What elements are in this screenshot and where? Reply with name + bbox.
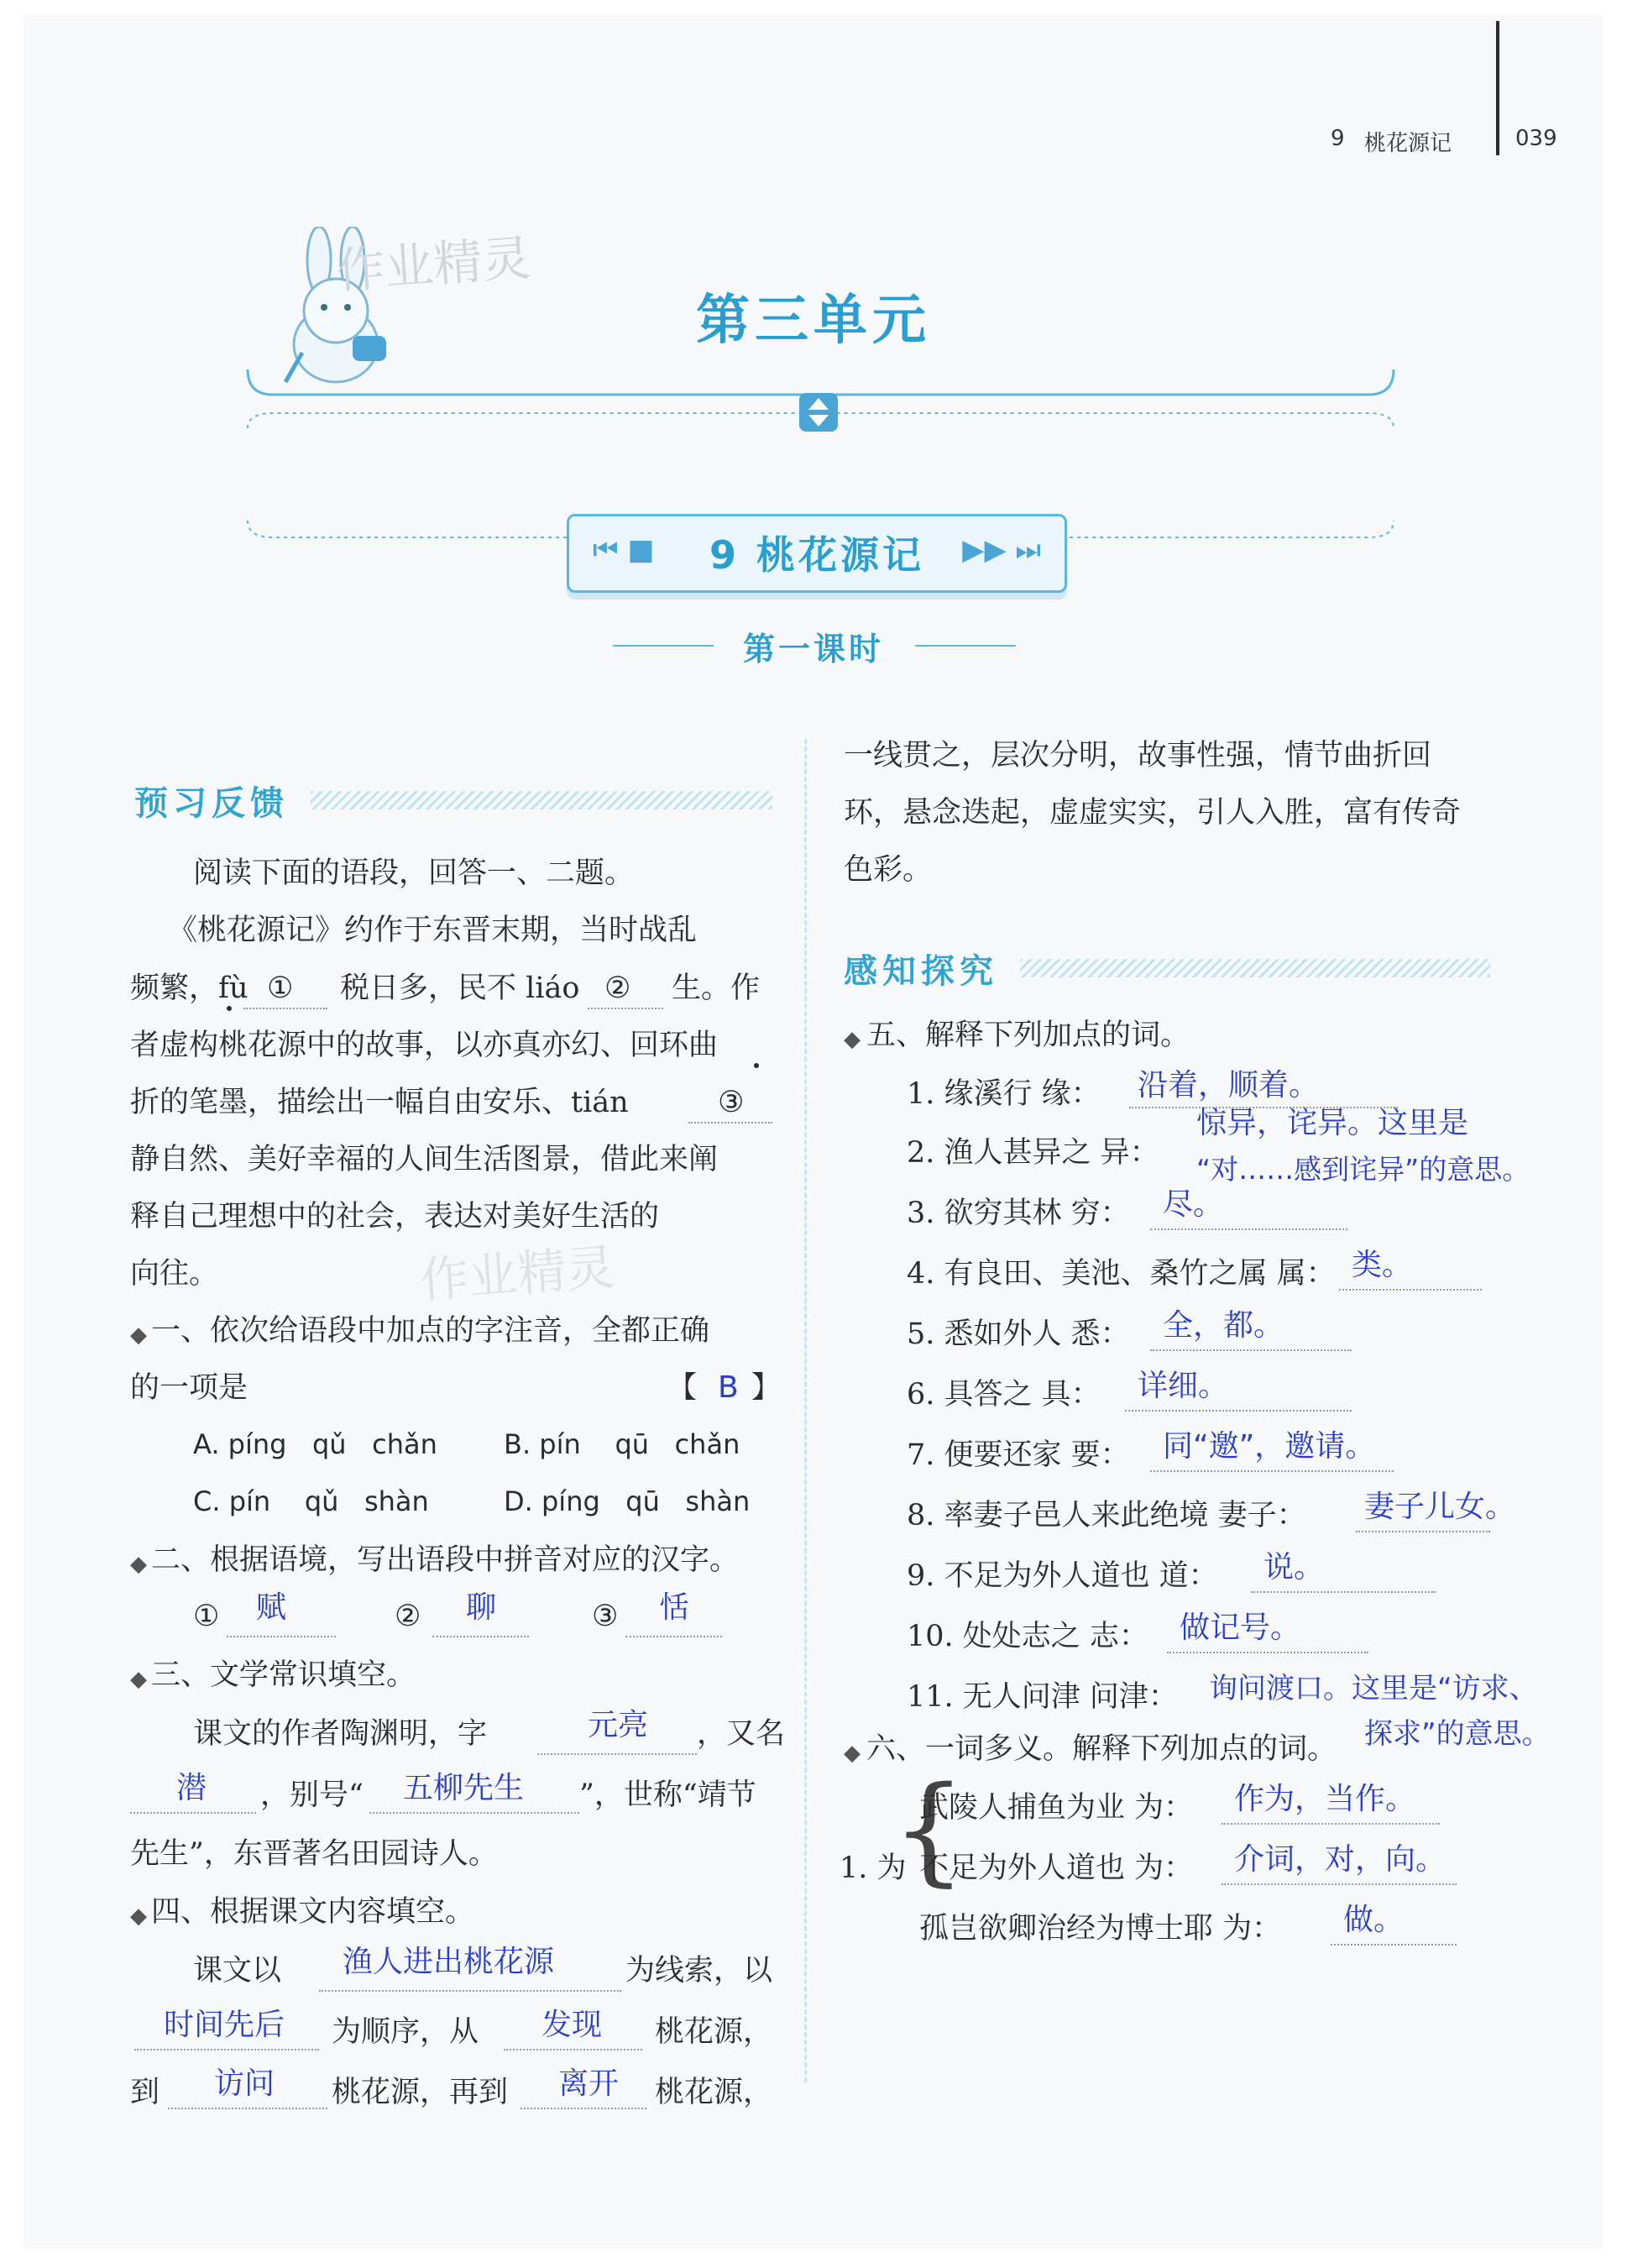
diamond-bullet-icon: ◆ bbox=[130, 1323, 147, 1348]
column-divider bbox=[804, 739, 807, 2082]
q2-answer-2-line bbox=[432, 1636, 529, 1637]
continued-line-2: 环，悬念迭起，虚虚实实，引人入胜，富有传奇 bbox=[844, 796, 1462, 830]
q3-answer-alt-name: 潜 bbox=[176, 1771, 207, 1805]
skip-back-icon: ⏮ ■ bbox=[593, 533, 655, 567]
emphasis-dot bbox=[754, 1063, 759, 1068]
q3-answer-pen-name: 五柳先生 bbox=[403, 1771, 525, 1805]
q5-answer-7: 同“邀”，邀请。 bbox=[1163, 1429, 1376, 1464]
section-explore-title: 感知探究 bbox=[844, 952, 998, 991]
diamond-bullet-icon: ◆ bbox=[130, 1552, 147, 1577]
q5-answer-9: 说。 bbox=[1263, 1550, 1325, 1584]
q3-line3: 先生”，东晋著名田园诗人。 bbox=[130, 1837, 498, 1871]
q4-line2a: 为顺序，从 bbox=[332, 2015, 479, 2049]
q6-stem: 六、一词多义。解释下列加点的词。 bbox=[866, 1732, 1337, 1766]
q4-line1a: 课文以 bbox=[193, 1954, 282, 1988]
q5-answer-8: 妻子儿女。 bbox=[1364, 1490, 1516, 1524]
q5-item-3: 3. 欲穷其林 穷： bbox=[907, 1197, 1130, 1230]
q5-item-2: 2. 渔人甚异之 异： bbox=[907, 1136, 1159, 1170]
para-line-1: 《桃花源记》约作于东晋末期，当时战乱 bbox=[168, 914, 698, 947]
q1-option-b: B. pín qū chǎn bbox=[504, 1428, 740, 1460]
diamond-bullet-icon: ◆ bbox=[844, 1741, 861, 1766]
lesson-banner bbox=[567, 514, 1067, 593]
q6-answer-3-line bbox=[1331, 1944, 1457, 1946]
q6-answer-1: 作为，当作。 bbox=[1234, 1782, 1416, 1816]
q5-answer-4-line bbox=[1339, 1289, 1482, 1291]
q5-item-1: 1. 缘溪行 缘： bbox=[907, 1077, 1101, 1111]
diamond-bullet-icon: ◆ bbox=[130, 1904, 147, 1929]
q3-line1b: ，又名 bbox=[697, 1717, 786, 1751]
section-preview-stripe bbox=[311, 791, 772, 809]
q2-number-2: ② bbox=[395, 1600, 421, 1633]
q3-answer-1-line bbox=[537, 1753, 697, 1755]
para-line-4: 折的笔墨，描绘出一幅自由安乐、tián bbox=[130, 1086, 629, 1119]
section-preview-title: 预习反馈 bbox=[134, 784, 289, 823]
intro-text: 阅读下面的语段，回答一、二题。 bbox=[193, 856, 635, 890]
q6-item-2: 不足为外人道也 为： bbox=[919, 1852, 1194, 1885]
q4-answer-order: 时间先后 bbox=[164, 2008, 285, 2042]
q4-answer-discover: 发现 bbox=[541, 2008, 603, 2042]
q1-option-d: D. píng qū shàn bbox=[504, 1485, 751, 1517]
q6-label: 1. 为 bbox=[840, 1852, 907, 1885]
q5-answer-3: 尽。 bbox=[1163, 1187, 1224, 1222]
q4-line2b: 桃花源， bbox=[655, 2015, 773, 2049]
q6-item-1: 武陵人捕鱼为业 为： bbox=[919, 1791, 1194, 1825]
q4-line1b: 为线索，以 bbox=[625, 1954, 773, 1988]
q6-brace: { bbox=[892, 1762, 967, 1899]
lesson-title: 9 桃花源记 bbox=[709, 532, 925, 578]
para-line-5: 静自然、美好幸福的人间生活图景，借此来阐 bbox=[130, 1143, 719, 1176]
q1-stem: 一、依次给语段中加点的字注音，全都正确 bbox=[151, 1314, 710, 1348]
q5-answer-6-line bbox=[1125, 1410, 1352, 1412]
q4-answer-1-line bbox=[319, 1990, 621, 1992]
q2-number-3: ③ bbox=[592, 1600, 619, 1633]
blank-1-line bbox=[243, 1008, 327, 1009]
q2-answer-2: 聊 bbox=[466, 1590, 497, 1625]
watermark-middle: 作业精灵 bbox=[418, 1238, 617, 1309]
header-lesson-no: 9 bbox=[1331, 126, 1345, 151]
header-lesson-name: 桃花源记 bbox=[1364, 131, 1452, 156]
q5-answer-6: 详细。 bbox=[1138, 1369, 1229, 1403]
blank-2-number: ② bbox=[604, 972, 631, 1005]
q6-answer-3: 做。 bbox=[1343, 1903, 1405, 1937]
unit-title: 第三单元 bbox=[696, 290, 931, 352]
q1-option-a: A. píng qǔ chǎn bbox=[193, 1428, 437, 1460]
blank-1-number: ① bbox=[267, 972, 294, 1005]
q4-answer-3-line bbox=[504, 2049, 642, 2051]
q5-answer-8-line bbox=[1356, 1531, 1490, 1532]
q5-item-4: 4. 有良田、美池、桑竹之属 属： bbox=[907, 1257, 1336, 1291]
q5-answer-9-line bbox=[1251, 1591, 1436, 1593]
q5-answer-5: 全，都。 bbox=[1163, 1308, 1284, 1343]
skip-forward-icon: ▶▶ ⏭ bbox=[962, 533, 1041, 567]
q4-line3a: 到 bbox=[130, 2076, 160, 2109]
q4-line3b: 桃花源，再到 bbox=[332, 2076, 509, 2109]
q3-line2b: ”，世称“靖节 bbox=[579, 1778, 756, 1812]
lesson-period: 第一课时 bbox=[742, 631, 884, 668]
q5-answer-10-line bbox=[1167, 1652, 1368, 1653]
q2-answer-3: 恬 bbox=[659, 1590, 690, 1625]
q5-answer-3-line bbox=[1150, 1228, 1347, 1230]
continued-line-1: 一线贯之，层次分明，故事性强，情节曲折回 bbox=[844, 739, 1432, 773]
q2-stem: 二、根据语境，写出语段中拼音对应的汉字。 bbox=[151, 1543, 740, 1577]
continued-line-3: 色彩。 bbox=[844, 853, 933, 887]
q4-stem: 四、根据课文内容填空。 bbox=[151, 1895, 475, 1929]
para-line-2b: 税日多，民不 liáo bbox=[340, 972, 580, 1005]
q5-item-10: 10. 处处志之 志： bbox=[907, 1620, 1148, 1653]
blank-3-number: ③ bbox=[718, 1086, 745, 1119]
para-line-2c: 生。作 bbox=[672, 972, 761, 1005]
para-line-3: 者虚构桃花源中的故事，以亦真亦幻、回环曲 bbox=[130, 1029, 719, 1062]
q5-answer-10: 做记号。 bbox=[1180, 1611, 1301, 1645]
section-explore-stripe bbox=[1020, 959, 1490, 977]
para-line-7: 向往。 bbox=[130, 1257, 219, 1291]
q3-answer-courtesy-name: 元亮 bbox=[588, 1708, 649, 1742]
q5-item-5: 5. 悉如外人 悉： bbox=[907, 1317, 1130, 1351]
q5-answer-7-line bbox=[1150, 1470, 1394, 1472]
q6-answer-2: 介词，对，向。 bbox=[1234, 1842, 1447, 1877]
q4-answer-5-line bbox=[521, 2108, 646, 2109]
q5-answer-4: 类。 bbox=[1352, 1248, 1413, 1282]
blank-2-line bbox=[588, 1008, 663, 1009]
q5-item-11: 11. 无人问津 问津： bbox=[907, 1680, 1178, 1714]
q4-line3c: 桃花源， bbox=[655, 2076, 773, 2109]
q5-item-6: 6. 具答之 具： bbox=[907, 1378, 1101, 1412]
diamond-bullet-icon: ◆ bbox=[844, 1027, 861, 1052]
q3-stem: 三、文学常识填空。 bbox=[151, 1658, 416, 1692]
q5-answer-2-cont: “对……感到诧异”的意思。 bbox=[1196, 1153, 1530, 1186]
q3-answer-2-line bbox=[130, 1812, 256, 1814]
q2-answer-1: 赋 bbox=[256, 1590, 287, 1625]
q5-item-7: 7. 便要还家 要： bbox=[907, 1438, 1130, 1472]
q1-bracket-right: 】 bbox=[751, 1371, 782, 1405]
q6-item-3: 孤岂欲卿治经为博士耶 为： bbox=[919, 1912, 1282, 1946]
q5-stem: 五、解释下列加点的词。 bbox=[866, 1019, 1190, 1052]
diamond-bullet-icon: ◆ bbox=[130, 1667, 147, 1692]
q4-answer-visit: 访问 bbox=[214, 2066, 275, 2101]
q4-answer-4-line bbox=[168, 2108, 327, 2109]
q5-item-8: 8. 率妻子邑人来此绝境 妻子： bbox=[907, 1499, 1306, 1532]
para-line-6: 释自己理想中的社会，表达对美好生活的 bbox=[130, 1200, 660, 1234]
q1-stem-2: 的一项是 bbox=[130, 1371, 248, 1405]
q2-number-1: ① bbox=[193, 1600, 220, 1633]
q2-answer-3-line bbox=[625, 1636, 722, 1637]
header-divider bbox=[1496, 21, 1499, 155]
q2-answer-1-line bbox=[227, 1636, 336, 1637]
para-line-2a: 频繁，fù bbox=[130, 972, 248, 1005]
q5-item-9: 9. 不足为外人道也 道： bbox=[907, 1559, 1218, 1593]
blank-3-line bbox=[688, 1122, 772, 1124]
q4-answer-leave: 离开 bbox=[558, 2066, 620, 2101]
page-number: 039 bbox=[1515, 126, 1557, 151]
q1-answer: B bbox=[718, 1370, 739, 1405]
q4-answer-clue: 渔人进出桃花源 bbox=[343, 1945, 555, 1979]
q5-answer-5-line bbox=[1150, 1349, 1352, 1351]
q1-bracket-left: 【 bbox=[667, 1371, 698, 1405]
q1-option-c: C. pín qǔ shàn bbox=[193, 1485, 429, 1517]
emphasis-dot bbox=[227, 1006, 232, 1011]
q5-answer-11: 询问渡口。这里是“访求、 bbox=[1209, 1672, 1538, 1705]
q3-line2a: ，别号“ bbox=[260, 1778, 364, 1812]
q3-answer-3-line bbox=[369, 1812, 579, 1814]
q4-answer-2-line bbox=[134, 2049, 319, 2051]
q6-answer-1-line bbox=[1222, 1823, 1440, 1825]
q6-answer-2-line bbox=[1222, 1883, 1457, 1885]
q5-answer-2: 惊异，诧异。这里是 bbox=[1196, 1106, 1469, 1140]
watermark-top: 作业精灵 bbox=[334, 228, 533, 300]
q5-answer-1: 沿着，顺着。 bbox=[1138, 1068, 1320, 1103]
q3-line1a: 课文的作者陶渊明，字 bbox=[193, 1717, 488, 1751]
q5-answer-11-cont: 探求”的意思。 bbox=[1364, 1717, 1551, 1751]
